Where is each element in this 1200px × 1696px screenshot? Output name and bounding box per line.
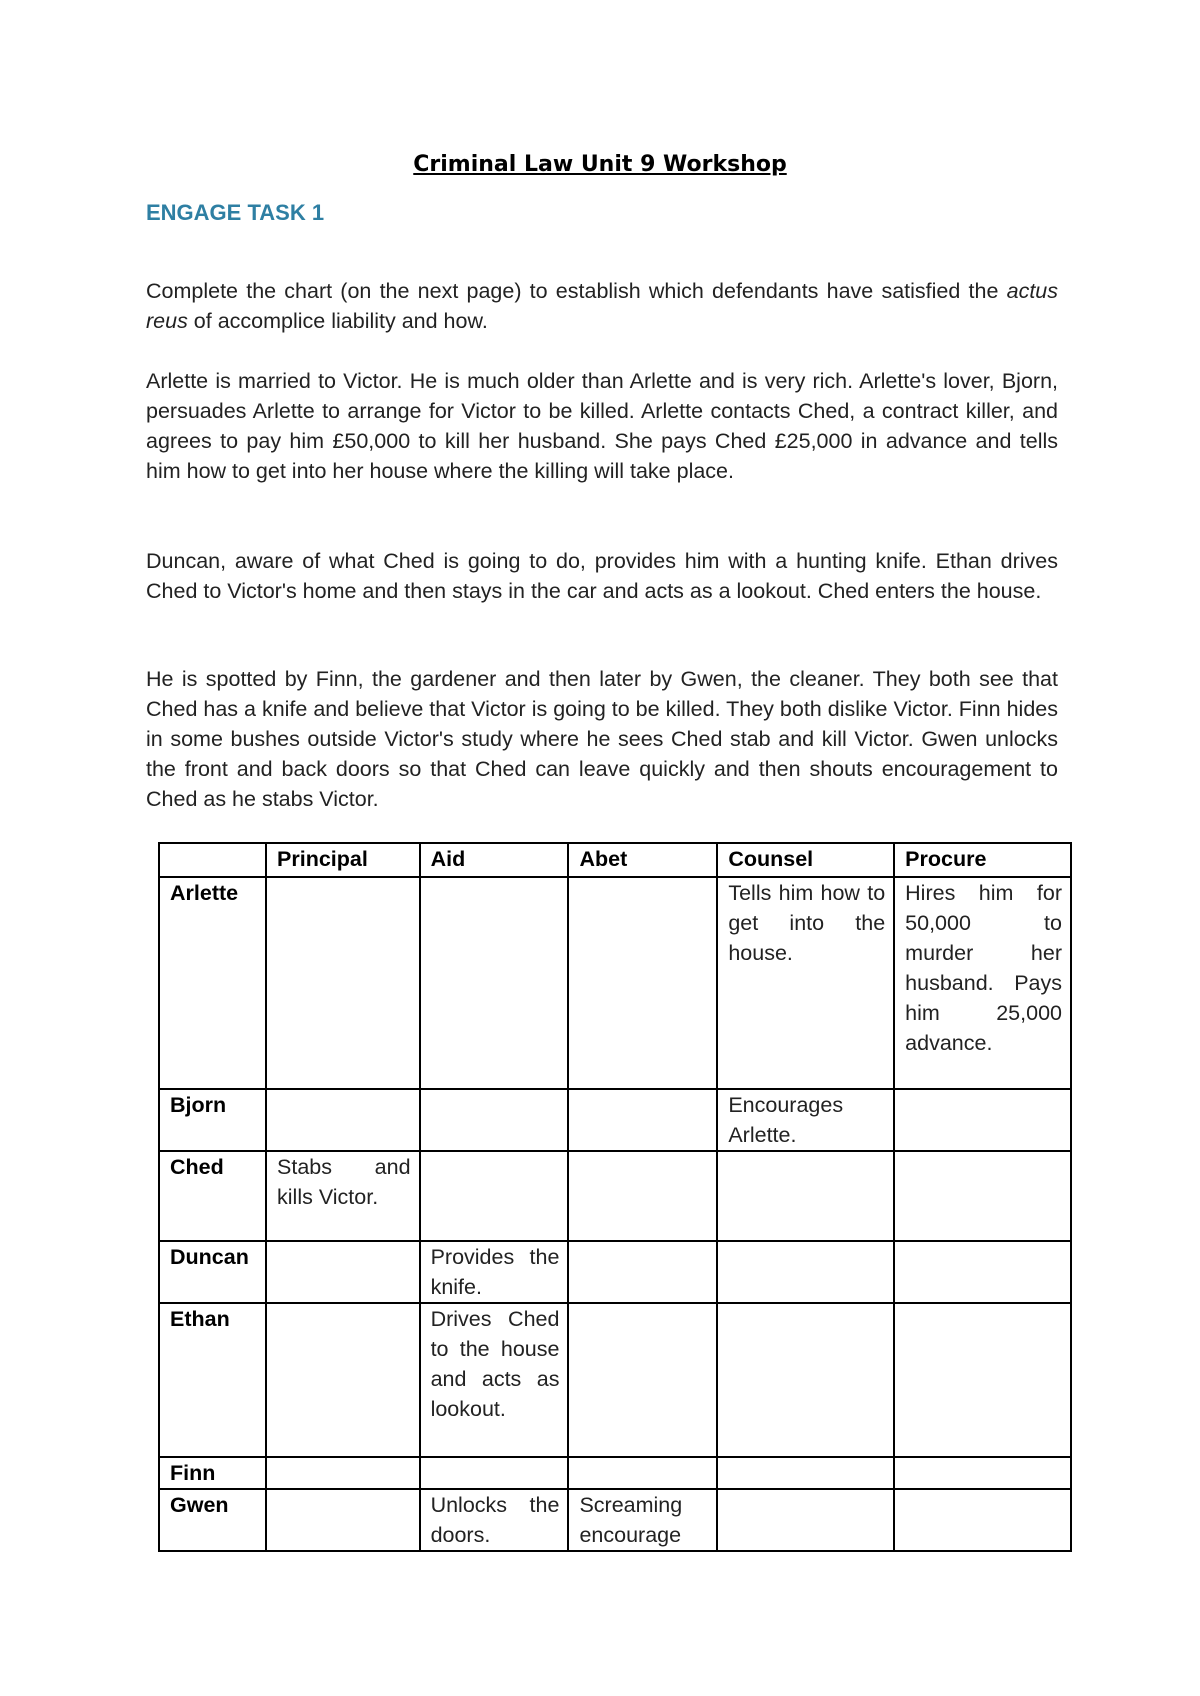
abet-cell [568, 1457, 717, 1489]
table-row [159, 1457, 1071, 1489]
table-row [159, 1489, 1071, 1551]
counsel-cell: Tells him how to get into the house. [717, 877, 894, 1089]
abet-cell [568, 1151, 717, 1241]
defendant-name: Bjorn [159, 1089, 266, 1151]
abet-cell [568, 1241, 717, 1303]
counsel-cell [717, 1457, 894, 1489]
scenario-paragraph-2: Duncan, aware of what Ched is going to do, provides him with a hunting knife. Ethan drives Ched to Victor's home and then stays in the car and acts as a lookout. Ched enters the house. [146, 549, 1058, 603]
intro-text-after: of accomplice liability and how. [187, 309, 488, 333]
abet-cell [568, 1303, 717, 1457]
header-counsel: Counsel [717, 843, 894, 877]
table-header-row [159, 843, 1071, 877]
procure-cell [894, 1303, 1071, 1457]
counsel-cell [717, 1151, 894, 1241]
defendant-name: Ethan [159, 1303, 266, 1457]
table-row [159, 1303, 1071, 1457]
header-cell-blank [159, 843, 266, 877]
principal-cell [266, 1457, 420, 1489]
procure-cell [894, 1089, 1071, 1151]
table-row [159, 1241, 1071, 1303]
instructions-paragraph [146, 276, 1058, 336]
principal-cell [266, 1489, 420, 1551]
scenario-paragraph-1: Arlette is married to Victor. He is much older than Arlette and is very rich. Arlette's lover, Bjorn, persuades Arlette to arrange for Victor to be killed. Arlette contacts Ched, a contract killer, and agrees to pay him £50,000 to kill her husband. She pays Ched £25,000 in advance and tells him how to get into her house where the killing will take place. [146, 369, 1058, 483]
counsel-cell [717, 1303, 894, 1457]
counsel-cell [717, 1241, 894, 1303]
intro-italic-term: actus reus [146, 279, 1058, 333]
procure-cell [894, 1241, 1071, 1303]
defendant-name: Finn [159, 1457, 266, 1489]
procure-cell [894, 1489, 1071, 1551]
defendant-name: Duncan [159, 1241, 266, 1303]
defendant-name: Ched [159, 1151, 266, 1241]
counsel-cell: Encourages Arlette. [717, 1089, 894, 1151]
abet-cell [568, 1089, 717, 1151]
abet-cell: Screaming encourage [568, 1489, 717, 1551]
aid-cell [420, 877, 569, 1089]
header-procure: Procure [894, 843, 1071, 877]
aid-cell: Provides the knife. [420, 1241, 569, 1303]
table-row [159, 1089, 1071, 1151]
principal-cell [266, 1089, 420, 1151]
scenario-paragraph-3: He is spotted by Finn, the gardener and then later by Gwen, the cleaner. They both see that Ched has a knife and believe that Victor is going to be killed. They both dislike Victor. Finn hides in some bushes outside Victor's study where he sees Ched stab and kill Victor. Gwen unlocks the front and back doors so that Ched can leave quickly and then shouts encouragement to Ched as he stabs Victor. [146, 667, 1058, 811]
accomplice-liability-chart [158, 842, 1072, 1552]
principal-cell [266, 1241, 420, 1303]
principal-cell [266, 877, 420, 1089]
principal-cell [266, 1303, 420, 1457]
table-row [159, 1151, 1071, 1241]
procure-cell [894, 1151, 1071, 1241]
intro-text-before: Complete the chart (on the next page) to establish which defendants have satisfied the [146, 279, 1007, 303]
table-row [159, 877, 1071, 1089]
header-aid: Aid [420, 843, 569, 877]
counsel-cell [717, 1489, 894, 1551]
aid-cell: Unlocks the doors. [420, 1489, 569, 1551]
aid-cell [420, 1089, 569, 1151]
aid-cell [420, 1457, 569, 1489]
abet-cell [568, 877, 717, 1089]
principal-cell: Stabs and kills Victor. [266, 1151, 420, 1241]
document-title: Criminal Law Unit 9 Workshop [413, 152, 787, 177]
task-heading: ENGAGE TASK 1 [146, 200, 325, 225]
procure-cell: Hires him for 50,000 to murder her husband. Pays him 25,000 advance. [894, 877, 1071, 1089]
aid-cell: Drives Ched to the house and acts as lookout. [420, 1303, 569, 1457]
aid-cell [420, 1151, 569, 1241]
header-principal: Principal [266, 843, 420, 877]
header-abet: Abet [568, 843, 717, 877]
procure-cell [894, 1457, 1071, 1489]
defendant-name: Gwen [159, 1489, 266, 1551]
defendant-name: Arlette [159, 877, 266, 1089]
